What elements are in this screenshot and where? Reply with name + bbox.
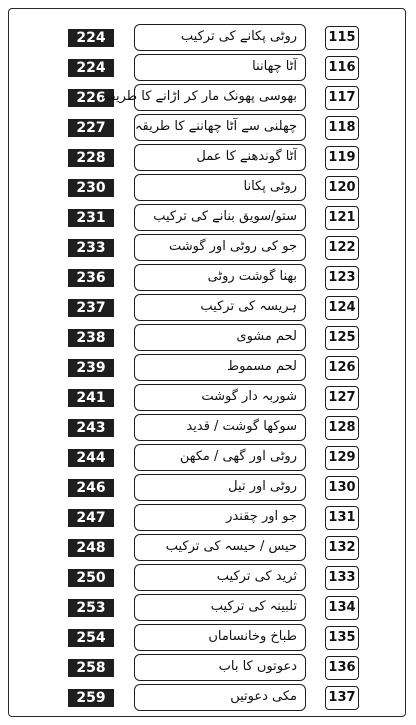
toc-title: جو اور چقندر	[134, 504, 306, 531]
toc-title: طباخ وخانساماں	[134, 624, 306, 651]
toc-row[interactable]	[0, 53, 416, 82]
toc-title: لحم مشوی	[134, 324, 306, 351]
toc-entry-number: 121	[325, 206, 359, 230]
toc-entry-number: 125	[325, 326, 359, 350]
toc-title: روٹی پکانے کی ترکیب	[134, 24, 306, 51]
toc-entry-number: 127	[325, 386, 359, 410]
toc-page-number: 237	[68, 299, 114, 317]
toc-title: روٹی اور تیل	[134, 474, 306, 501]
toc-entry-number: 123	[325, 266, 359, 290]
toc-row[interactable]	[0, 83, 416, 112]
toc-page-number: 248	[68, 539, 114, 557]
toc-page-number: 224	[68, 59, 114, 77]
toc-entry-number: 126	[325, 356, 359, 380]
toc-page-number: 254	[68, 629, 114, 647]
toc-entry-number: 115	[325, 26, 359, 50]
toc-title: مکی دعوتیں	[134, 684, 306, 711]
toc-row[interactable]	[0, 443, 416, 472]
toc-entry-number: 136	[325, 656, 359, 680]
toc-row[interactable]	[0, 323, 416, 352]
toc-entry-number: 120	[325, 176, 359, 200]
toc-row[interactable]	[0, 533, 416, 562]
toc-page-number: 228	[68, 149, 114, 167]
toc-page-number: 226	[68, 89, 114, 107]
toc-page-number: 227	[68, 119, 114, 137]
toc-entry-number: 132	[325, 536, 359, 560]
toc-entry-number: 133	[325, 566, 359, 590]
toc-row[interactable]	[0, 563, 416, 592]
toc-entry-number: 134	[325, 596, 359, 620]
toc-title: چھلنی سے آٹا چھاننے کا طریقہ	[134, 114, 306, 141]
toc-entry-number: 130	[325, 476, 359, 500]
toc-page-number: 224	[68, 29, 114, 47]
toc-entry-number: 118	[325, 116, 359, 140]
toc-title: سوکھا گوشت / قدید	[134, 414, 306, 441]
toc-entry-number: 117	[325, 86, 359, 110]
toc-page-number: 238	[68, 329, 114, 347]
toc-title: ہریسہ کی ترکیب	[134, 294, 306, 321]
toc-page-number: 243	[68, 419, 114, 437]
toc-row[interactable]	[0, 593, 416, 622]
toc-entry-number: 129	[325, 446, 359, 470]
toc-title: آٹا چھاننا	[134, 54, 306, 81]
toc-title: روٹی اور گھی / مکھن	[134, 444, 306, 471]
toc-entry-number: 119	[325, 146, 359, 170]
toc-page-number: 239	[68, 359, 114, 377]
toc-row[interactable]	[0, 233, 416, 262]
toc-title: روٹی پکانا	[134, 174, 306, 201]
toc-entry-number: 124	[325, 296, 359, 320]
toc-row[interactable]	[0, 353, 416, 382]
toc-page-number: 247	[68, 509, 114, 527]
toc-entry-number: 122	[325, 236, 359, 260]
toc-page-number: 231	[68, 209, 114, 227]
toc-page-number: 258	[68, 659, 114, 677]
toc-page-number: 259	[68, 689, 114, 707]
toc-row[interactable]	[0, 683, 416, 712]
toc-page-number: 250	[68, 569, 114, 587]
toc-row[interactable]	[0, 113, 416, 142]
toc-row[interactable]	[0, 203, 416, 232]
toc-row[interactable]	[0, 173, 416, 202]
toc-row[interactable]	[0, 503, 416, 532]
toc-entry-number: 131	[325, 506, 359, 530]
toc-entry-number: 137	[325, 686, 359, 710]
toc-row[interactable]	[0, 293, 416, 322]
toc-entry-number: 128	[325, 416, 359, 440]
toc-page-number: 253	[68, 599, 114, 617]
toc-title: جو کی روٹی اور گوشت	[134, 234, 306, 261]
toc-row[interactable]	[0, 383, 416, 412]
toc-title: دعوتوں کا باب	[134, 654, 306, 681]
toc-row[interactable]	[0, 653, 416, 682]
toc-title: حیس / حیسہ کی ترکیب	[134, 534, 306, 561]
toc-title: بھنا گوشت روٹی	[134, 264, 306, 291]
toc-page-number: 236	[68, 269, 114, 287]
toc-row[interactable]	[0, 413, 416, 442]
toc-page-number: 241	[68, 389, 114, 407]
toc-page-number: 246	[68, 479, 114, 497]
toc-entry-number: 135	[325, 626, 359, 650]
toc-title: بھوسی پھونک مار کر اڑانے کا طریقہ	[134, 84, 306, 111]
toc-row[interactable]	[0, 143, 416, 172]
toc-title: لحم مسموط	[134, 354, 306, 381]
toc-page-number: 233	[68, 239, 114, 257]
toc-row[interactable]	[0, 23, 416, 52]
toc-page-number: 230	[68, 179, 114, 197]
toc-title: ستو/سویق بنانے کی ترکیب	[134, 204, 306, 231]
toc-title: تلبینہ کی ترکیب	[134, 594, 306, 621]
toc-row[interactable]	[0, 623, 416, 652]
toc-title: آٹا گوندھنے کا عمل	[134, 144, 306, 171]
toc-row[interactable]	[0, 263, 416, 292]
toc-entry-number: 116	[325, 56, 359, 80]
toc-row[interactable]	[0, 473, 416, 502]
toc-title: شوربہ دار گوشت	[134, 384, 306, 411]
toc-page-number: 244	[68, 449, 114, 467]
toc-title: ثرید کی ترکیب	[134, 564, 306, 591]
